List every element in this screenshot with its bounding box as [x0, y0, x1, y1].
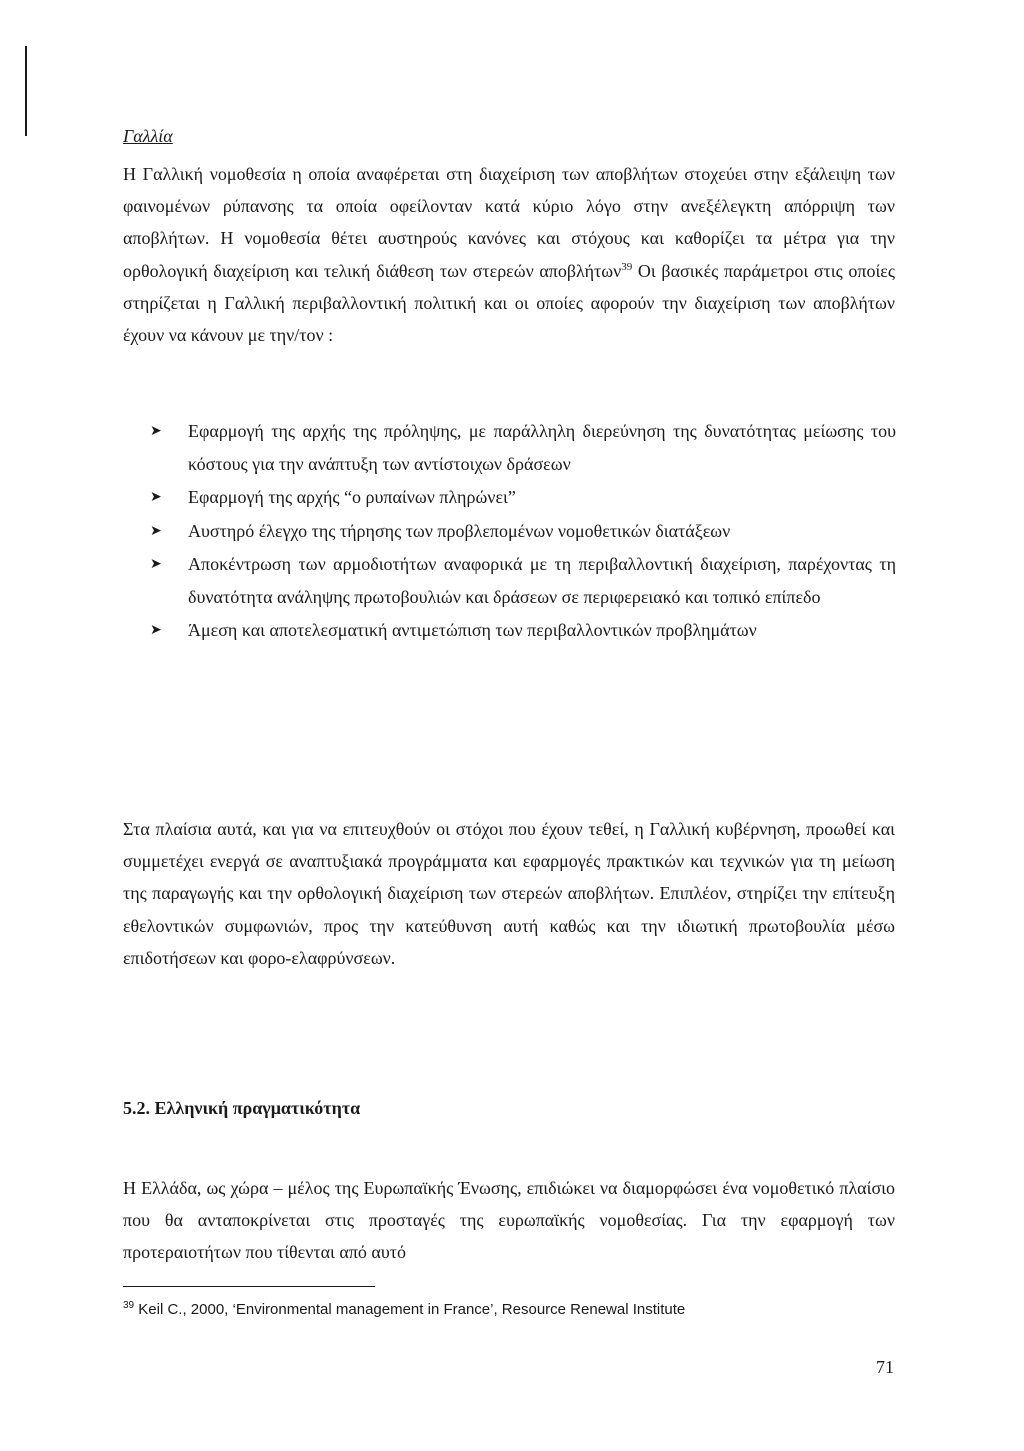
- footnote-text: Keil C., 2000, ‘Environmental management in France’, Resource Renewal Institute: [134, 1301, 686, 1318]
- paragraph-2: Στα πλαίσια αυτά, και για να επιτευχθούν οι στόχοι που έχουν τεθεί, η Γαλλική κυβέρνηση, προωθεί και συμμετέχει ενεργά σε αναπτυξιακά προγράμματα και εφαρμογές πρακτικών και τεχνικών για τη μείωση της παραγωγής και την ορθολογική διαχείριση των στερεών αποβλήτων. Επιπλέον, στηρίζει την επίτευξη εθελοντικών συμφωνιών, προς την κατεύθυνση αυτή καθώς και την ιδιωτική πρωτοβουλία μέσω επιδοτήσεων και φορο-ελαφρύνσεων.: [123, 819, 895, 968]
- arrow-right-icon: ➤: [150, 522, 162, 539]
- arrow-right-icon: ➤: [150, 423, 162, 439]
- footnote-reference: 39: [621, 260, 633, 273]
- page-number: 71: [876, 1357, 894, 1377]
- section-heading: 5.2. Ελληνική πραγματικότητα: [123, 1098, 361, 1118]
- list-item: ➤ Αυστηρό έλεγχο της τήρησης των προβλεπομένων νομοθετικών διατάξεων: [150, 515, 896, 548]
- paragraph-1-text-a: Η Γαλλική νομοθεσία η οποία αναφέρεται στη διαχείριση των αποβλήτων στοχεύει στην εξάλειψη των φαινομένων ρύπανσης τα οποία οφείλονταν κατά κύριο λόγο στην ανεξέλεγκτη απόρριψη των αποβλήτων. Η νομοθεσία θέτει αυστηρούς κανόνες και στόχους και καθορίζει τα μέτρα για την ορθολογική διαχείριση και τελική διάθεση των στερεών αποβλήτων: [123, 164, 895, 281]
- footnote-divider: [123, 1286, 375, 1287]
- list-item: ➤ Εφαρμογή της αρχής “ο ρυπαίνων πληρώνει”: [150, 481, 896, 514]
- arrow-right-icon: ➤: [150, 555, 162, 572]
- scan-edge-line: [25, 46, 27, 136]
- country-heading: Γαλλία: [123, 126, 173, 146]
- list-item: ➤ Άμεση και αποτελεσματική αντιμετώπιση των περιβαλλοντικών προβλημάτων: [150, 614, 896, 647]
- list-item: ➤ Εφαρμογή της αρχής της πρόληψης, με παράλληλη διερεύνηση της δυνατότητας μείωσης του κόστους για την ανάπτυξη των αντίστοιχων δράσεων: [150, 415, 896, 481]
- parameter-list: [150, 415, 896, 647]
- arrow-right-icon: ➤: [150, 622, 162, 639]
- arrow-right-icon: ➤: [150, 489, 162, 506]
- footnote-number: 39: [123, 1300, 135, 1311]
- paragraph-1-text-b: Οι βασικές παράμετροι στις οποίες στηρίζεται η Γαλλική περιβαλλοντική πολιτική και οι οποίες αφορούν την διαχείριση των αποβλήτων έχουν να κάνουν με την/τον :: [123, 260, 895, 346]
- paragraph-1: [123, 158, 895, 351]
- paragraph-3: Η Ελλάδα, ως χώρα – μέλος της Ευρωπαϊκής Ένωσης, επιδιώκει να διαμορφώσει ένα νομοθετικό πλαίσιο που θα ανταποκρίνεται στις προσταγές της ευρωπαϊκής νομοθεσίας. Για την εφαρμογή των προτεραιοτήτων που τίθενται από αυτό: [123, 1178, 895, 1263]
- list-item: ➤ Αποκέντρωση των αρμοδιοτήτων αναφορικά με τη περιβαλλοντική διαχείριση, παρέχοντας τη δυνατότητα ανάληψης πρωτοβουλιών και δράσεων σε περιφερειακό και τοπικό επίπεδο: [150, 548, 896, 614]
- footnote: [123, 1300, 685, 1320]
